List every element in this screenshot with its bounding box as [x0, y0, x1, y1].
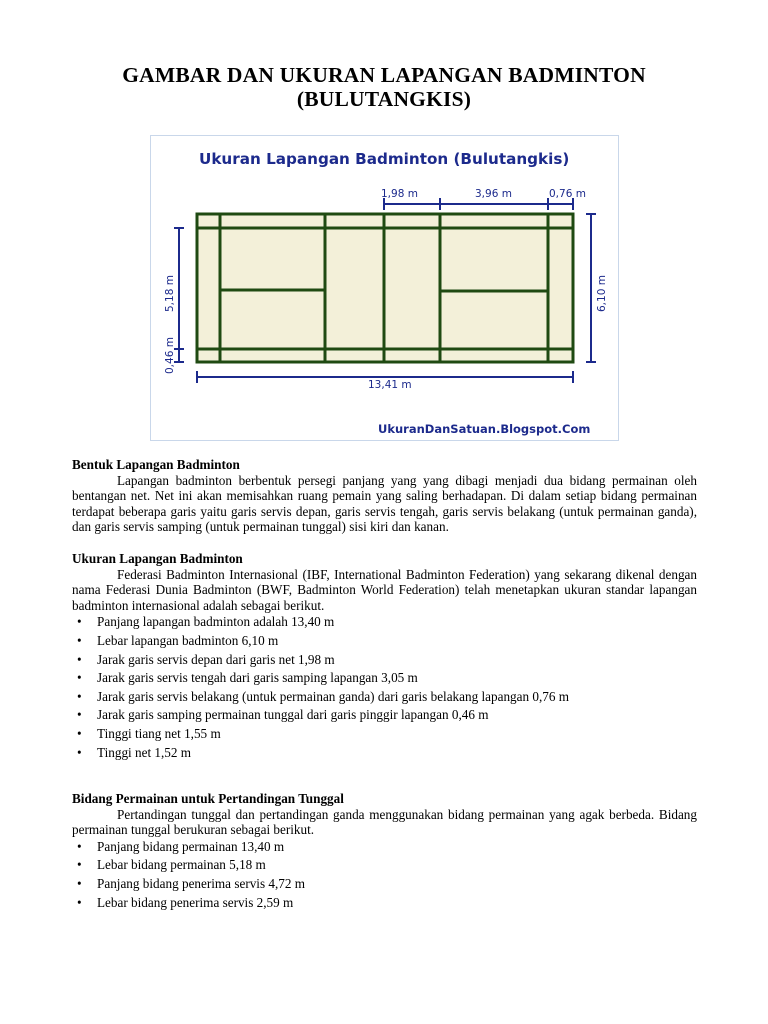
- list-item: • Panjang bidang permainan 13,40 m: [72, 838, 697, 857]
- dim-top-3-label: 0,76 m: [549, 188, 586, 200]
- page-title: [40, 63, 728, 111]
- section-court-size: [72, 551, 697, 762]
- singles-field-list: [72, 838, 697, 912]
- court: [197, 214, 573, 362]
- list-item: • Jarak garis servis tengah dari garis samping lapangan 3,05 m: [72, 669, 697, 688]
- diagram-heading: Ukuran Lapangan Badminton (Bulutangkis): [199, 150, 570, 168]
- court-size-list: [72, 613, 697, 762]
- court-diagram: [150, 135, 619, 441]
- section-heading: Bidang Permainan untuk Pertandingan Tunggal: [72, 791, 344, 807]
- list-item: • Lebar bidang permainan 5,18 m: [72, 856, 697, 875]
- section-paragraph: Federasi Badminton Internasional (IBF, International Badminton Federation) yang sekarang dikenal dengan nama Federasi Dunia Badminton (BWF, Badminton World Federation) telah menetapkan ukuran standar lapangan badminton internasional adalah sebagai berikut.: [72, 566, 697, 613]
- list-item: • Tinggi net 1,52 m: [72, 744, 697, 763]
- court-diagram-svg: [151, 136, 618, 440]
- dim-left-2-label: 0,46 m: [164, 337, 176, 374]
- list-item: • Panjang lapangan badminton adalah 13,40 m: [72, 613, 697, 632]
- section-singles-field: [72, 791, 697, 912]
- dim-right-label: 6,10 m: [596, 275, 608, 312]
- right-dimension: [586, 214, 596, 362]
- list-item: • Tinggi tiang net 1,55 m: [72, 725, 697, 744]
- page-title-line-2: (BULUTANGKIS): [296, 87, 472, 111]
- list-item: • Lebar lapangan badminton 6,10 m: [72, 632, 697, 651]
- list-item: • Jarak garis servis depan dari garis net 1,98 m: [72, 651, 697, 670]
- dim-top-1-label: 1,98 m: [381, 188, 418, 200]
- section-heading: Bentuk Lapangan Badminton: [72, 457, 240, 472]
- diagram-watermark: UkuranDanSatuan.Blogspot.Com: [378, 422, 591, 436]
- section-court-shape: [72, 457, 697, 535]
- dim-top-2-label: 3,96 m: [475, 188, 512, 200]
- section-paragraph: Lapangan badminton berbentuk persegi panjang yang yang dibagi menjadi dua bidang permainan oleh bentangan net. Net ini akan memisahkan ruang pemain yang saling berhadapan. Di dalam setiap bidang permainan terdapat beberapa garis yaitu garis servis depan, garis servis tengah, garis servis belakang (untuk permainan ganda), dan garis servis samping (untuk permainan tunggal) sisi kiri dan kanan.: [72, 472, 697, 535]
- section-heading: Ukuran Lapangan Badminton: [72, 550, 243, 566]
- dim-bottom-label: 13,41 m: [368, 379, 412, 391]
- list-item: • Panjang bidang penerima servis 4,72 m: [72, 875, 697, 894]
- dim-left-1-label: 5,18 m: [164, 275, 176, 312]
- list-item: • Lebar bidang penerima servis 2,59 m: [72, 894, 697, 913]
- section-paragraph: Pertandingan tunggal dan pertandingan ganda menggunakan bidang permainan yang agak berbeda. Bidang permainan tunggal berukuran sebagai berikut.: [72, 806, 697, 838]
- article-body: [72, 457, 697, 912]
- page-title-line-1: GAMBAR DAN UKURAN LAPANGAN BADMINTON: [122, 63, 646, 87]
- list-item: • Jarak garis servis belakang (untuk permainan ganda) dari garis belakang lapangan 0,76 m: [72, 688, 697, 707]
- list-item: • Jarak garis samping permainan tunggal dari garis pinggir lapangan 0,46 m: [72, 706, 697, 725]
